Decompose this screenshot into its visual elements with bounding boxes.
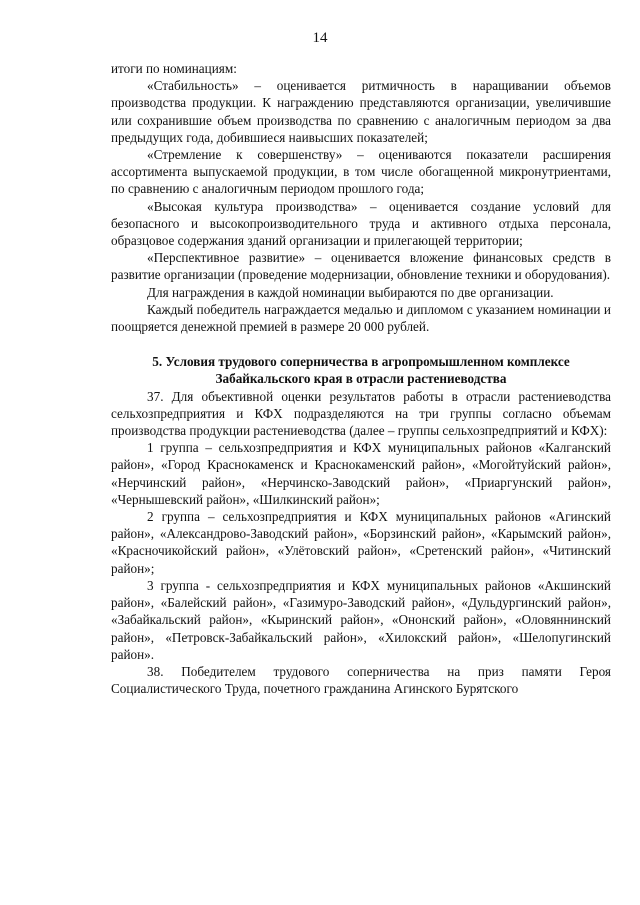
paragraph-group-1: 1 группа – сельхозпредприятия и КФХ муниципальных районов «Калганский район», «Город Краснокаменск и Краснокаменский район», «Могойтуйский район», «Нерчинский район», «Нерчинско-Заводский район», «Приаргунский район», «Чернышевский район», «Шилкинский район»;: [111, 440, 611, 507]
page-number: 14: [312, 30, 328, 46]
paragraph-excellence: «Стремление к совершенству» – оцениваются показатели расширения ассортимента выпускаемой продукции, в том числе обогащенной микронутриентами, по сравнению с аналогичным периодом прошлого года;: [111, 147, 611, 197]
section-heading: 5. Условия трудового соперничества в агропромышленном комплексе Забайкальского края в отрасли растениеводства: [152, 354, 570, 387]
paragraph-item-37: 37. Для объективной оценки результатов работы в отрасли растениеводства сельхозпредприятия и КФХ подразделяются на три группы согласно объемам производства продукции растениеводства (далее – группы сельхозпредприятий и КФХ):: [111, 388, 611, 439]
paragraph-group-3: 3 группа - сельхозпредприятия и КФХ муниципальных районов «Акшинский район», «Балейский район», «Газимуро-Заводский район», «Дульдургинский район», «Забайкальский район», «Кыринский район», «Ононский район», «Оловяннинский район», «Петровск-Забайкальский район», «Хилокский район», «Шелопугинский район».: [111, 577, 611, 662]
paragraph-intro: итоги по номинациям:: [111, 61, 237, 76]
document-body: [111, 60, 611, 697]
paragraph-production-culture: «Высокая культура производства» – оценивается создание условий для безопасного и высокопроизводительного труда и активного отдыха персонала, образцовое содержания зданий организации и прилегающей территории;: [111, 198, 611, 249]
paragraph-perspective-development: «Перспективное развитие» – оценивается вложение финансовых средств в развитие организации (проведение модернизации, обновление техники и оборудования).: [111, 250, 611, 283]
paragraph-stability: «Стабильность» – оценивается ритмичность в наращивании объемов производства продукции. К награждению представляются организации, увеличившие или сохранившие объем производства по сравнению с аналогичным периодом за два предыдущих года, добившиеся наивысших показателей;: [111, 78, 611, 145]
paragraph-award-selection: Для награждения в каждой номинации выбираются по две организации.: [147, 284, 554, 300]
paragraph-item-38: 38. Победителем трудового соперничества на приз памяти Героя Социалистического Труда, почетного гражданина Агинского Бурятского: [111, 663, 611, 697]
paragraph-award-prize: Каждый победитель награждается медалью и дипломом с указанием номинации и поощряется денежной премией в размере 20 000 рублей.: [111, 301, 611, 335]
paragraph-group-2: 2 группа – сельхозпредприятия и КФХ муниципальных районов «Агинский район», «Александрово-Заводский район», «Борзинский район», «Карымский район», «Красночикойский район», «Улётовский район», «Сретенский район», «Читинский район»;: [111, 509, 611, 576]
